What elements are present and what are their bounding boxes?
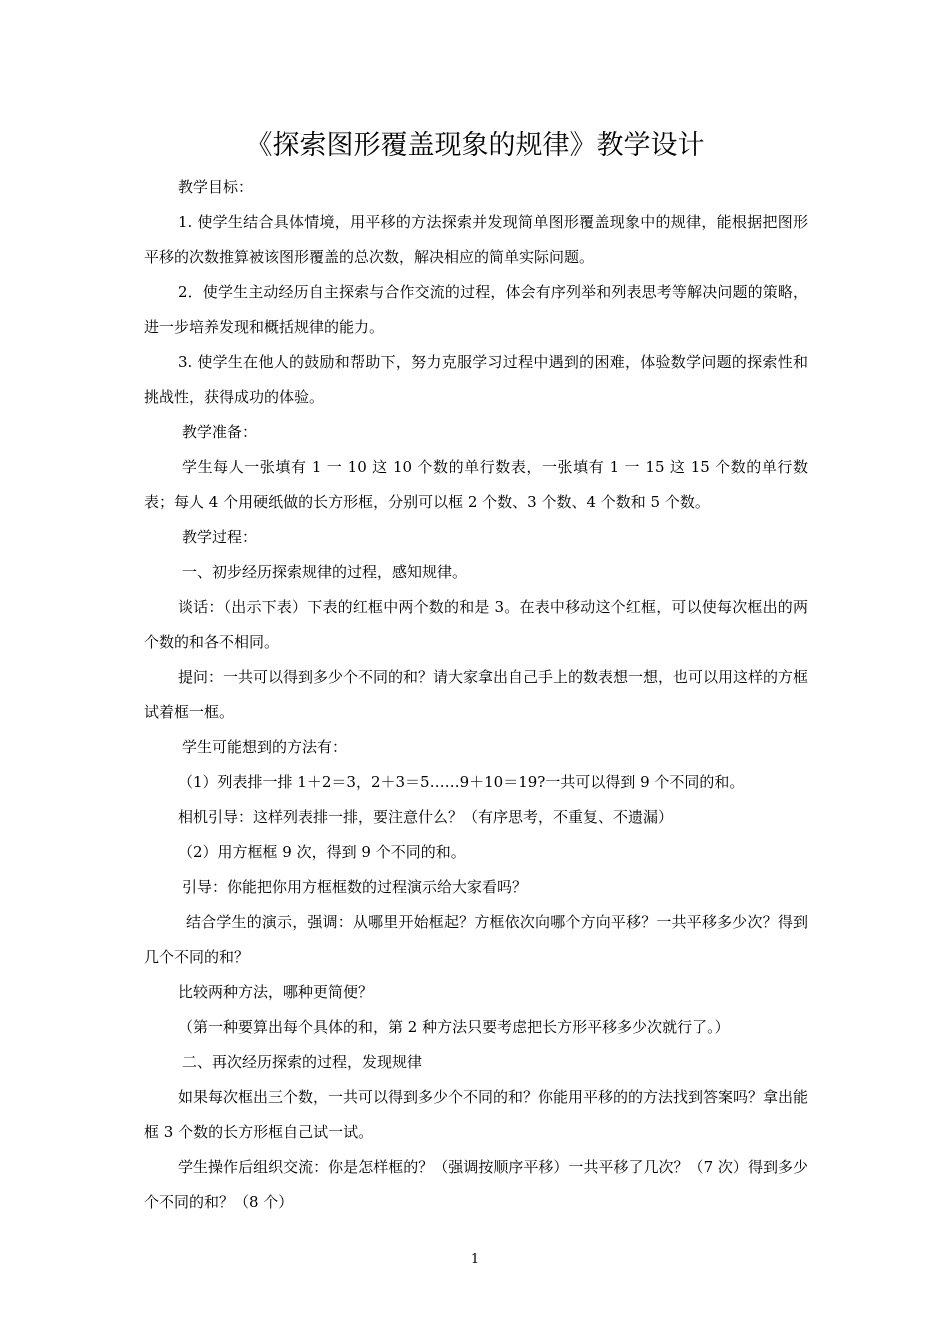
three-number-question-paragraph: 如果每次框出三个数，一共可以得到多少个不同的和？你能用平移的的方法找到答案吗？拿出能框 3 个数的长方形框自己试一试。: [144, 1088, 809, 1141]
objective-paragraph-3: 3. 使学生在他人的鼓励和帮助下，努力克服学习过程中遇到的困难，体验数学问题的探索性和挑战性，获得成功的体验。: [144, 353, 808, 406]
demonstration-paragraph: 结合学生的演示，强调：从哪里开始框起？方框依次向哪个方向平移？一共平移多少次？得到几个不同的和？: [144, 913, 808, 966]
comparison-paragraph: 比较两种方法，哪种更简便？: [178, 983, 374, 1001]
guidance-paragraph-2: 引导：你能把你用方框框数的过程演示给大家看吗？: [182, 878, 528, 896]
talk-paragraph: 谈话：（出示下表）下表的红框中两个数的和是 3。在表中移动这个红框，可以使每次框出的两个数的和各不相同。: [144, 598, 808, 651]
objective-paragraph-1: 1. 使学生结合具体情境，用平移的方法探索并发现简单图形覆盖现象中的规律，能根据把图形平移的次数推算被该图形覆盖的总次数，解决相应的简单实际问题。: [144, 213, 808, 266]
question-paragraph: 提问：一共可以得到多少个不同的和？请大家拿出自己手上的数表想一想，也可以用这样的方框试着框一框。: [144, 668, 809, 721]
section-heading-preparation: 教学准备：: [182, 423, 258, 441]
section-heading-process: 教学过程：: [182, 528, 258, 546]
page-number: 1: [470, 1252, 480, 1267]
section-heading-objectives: 教学目标：: [178, 178, 254, 196]
part-two-heading: 二、再次经历探索的过程，发现规律: [182, 1053, 423, 1071]
exchange-paragraph: 学生操作后组织交流：你是怎样框的？（强调按顺序平移）一共平移了几次？（7 次）得到多少个不同的和？（8 个）: [144, 1158, 808, 1211]
guidance-paragraph-1: 相机引导：这样列表排一排，要注意什么？（有序思考，不重复、不遗漏）: [178, 808, 674, 826]
document-body: [144, 170, 808, 1220]
preparation-paragraph: 学生每人一张填有 1 一 10 这 10 个数的单行数表，一张填有 1 一 15 这 15 个数的单行数表；每人 4 个用硬纸做的长方形框，分别可以框 2 个数、3 个数、4 个数和 5 个数。: [144, 458, 808, 511]
methods-intro-paragraph: 学生可能想到的方法有：: [182, 738, 348, 756]
comparison-answer-paragraph: （第一种要算出每个具体的和，第 2 种方法只要考虑把长方形平移多少次就行了。）: [178, 1018, 730, 1036]
part-one-heading: 一、初步经历探索规律的过程，感知规律。: [182, 563, 468, 581]
document-title: 《探索图形覆盖现象的规律》教学设计: [245, 130, 705, 161]
objective-paragraph-2: 2．使学生主动经历自主探索与合作交流的过程，体会有序列举和列表思考等解决问题的策略，进一步培养发现和概括规律的能力。: [144, 283, 808, 336]
method-two-paragraph: （2）用方框框 9 次，得到 9 个不同的和。: [178, 843, 466, 861]
method-one-paragraph: （1）列表排一排 1＋2＝3，2＋3＝5……9＋10＝19?一共可以得到 9 个不同的和。: [178, 773, 745, 791]
